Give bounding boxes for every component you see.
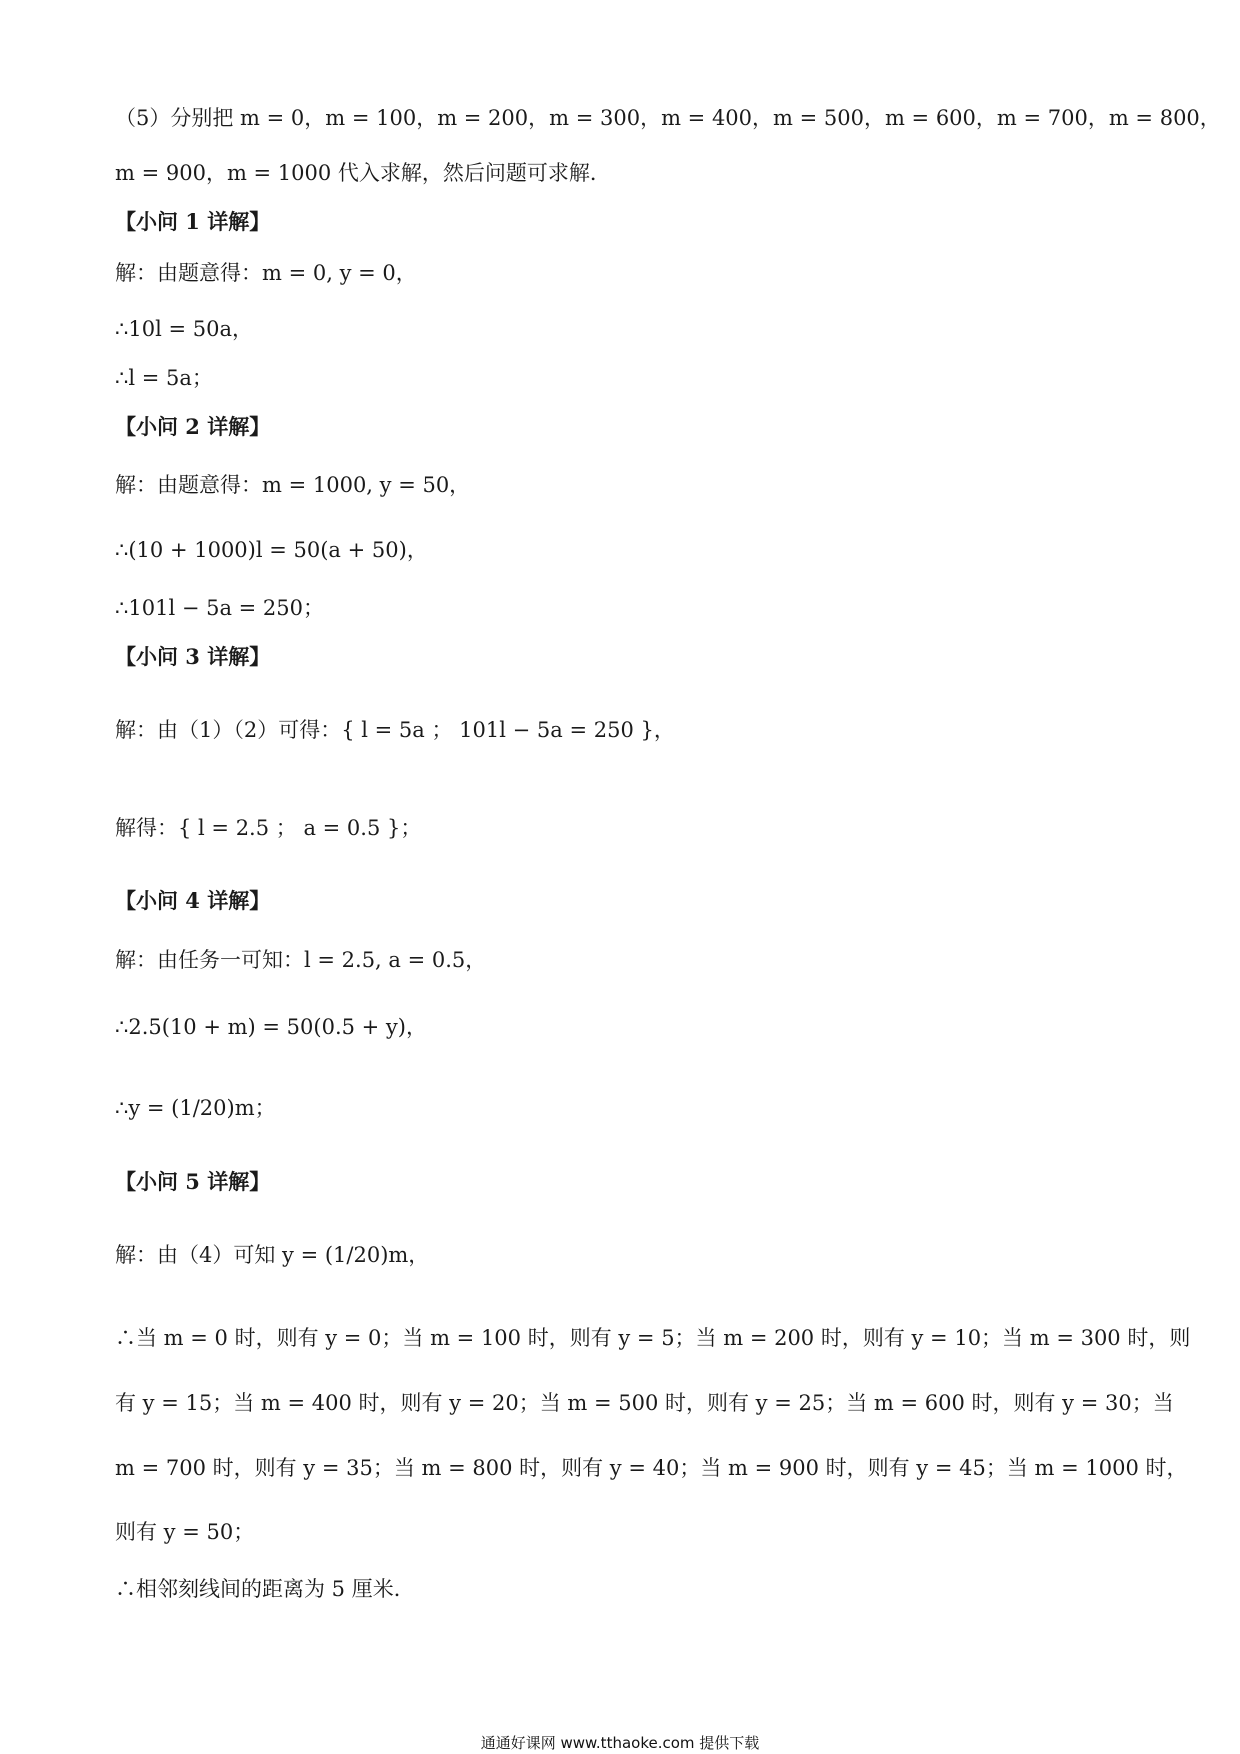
q1-solution-line-3: ∴l = 5a； <box>115 366 213 390</box>
q3-solution-line-1: 解：由（1）（2）可得：{ l = 5a ； 101l − 5a = 250 }， <box>115 718 675 742</box>
q2-solution-line-1: 解：由题意得：m = 1000, y = 50， <box>115 473 471 497</box>
q2-heading: 【小问 2 详解】 <box>115 414 271 439</box>
q1-heading: 【小问 1 详解】 <box>115 209 271 234</box>
q3-solution-line-2: 解得：{ l = 2.5 ； a = 0.5 }； <box>115 816 422 840</box>
q5-solution-line-1: 解：由（4）可知 y = (1/20)m， <box>115 1243 430 1267</box>
q5-conclusion: ∴相邻刻线间的距离为 5 厘米． <box>115 1577 415 1601</box>
q5-solution-line-5: 则有 y = 50； <box>115 1520 255 1544</box>
step5-intro-line-2: m = 900，m = 1000 代入求解，然后问题可求解． <box>115 161 611 185</box>
q3-heading: 【小问 3 详解】 <box>115 644 271 669</box>
q5-heading: 【小问 5 详解】 <box>115 1169 271 1194</box>
q2-solution-line-2: ∴(10 + 1000)l = 50(a + 50)， <box>115 538 428 562</box>
q4-solution-line-3: ∴y = (1/20)m； <box>115 1096 276 1120</box>
q1-solution-line-1: 解：由题意得：m = 0, y = 0， <box>115 261 417 285</box>
q2-solution-line-3: ∴101l − 5a = 250； <box>115 596 325 620</box>
footer-watermark: 通通好课网 www.tthaoke.com 提供下载 <box>480 1734 760 1752</box>
q4-solution-line-1: 解：由任务一可知：l = 2.5, a = 0.5， <box>115 948 487 972</box>
q4-solution-line-2: ∴2.5(10 + m) = 50(0.5 + y)， <box>115 1015 427 1039</box>
q4-heading: 【小问 4 详解】 <box>115 888 271 913</box>
step5-intro-line-1: （5）分别把 m = 0，m = 100，m = 200，m = 300，m = 400，m = 500，m = 600，m = 700，m = 800， <box>115 106 1221 130</box>
q5-solution-line-2: ∴当 m = 0 时，则有 y = 0；当 m = 100 时，则有 y = 5；当 m = 200 时，则有 y = 10；当 m = 300 时，则 <box>115 1326 1191 1350</box>
q5-solution-line-4: m = 700 时，则有 y = 35；当 m = 800 时，则有 y = 40；当 m = 900 时，则有 y = 45；当 m = 1000 时， <box>115 1456 1188 1480</box>
q1-solution-line-2: ∴10l = 50a， <box>115 317 253 341</box>
q5-solution-line-3: 有 y = 15；当 m = 400 时，则有 y = 20；当 m = 500 时，则有 y = 25；当 m = 600 时，则有 y = 30；当 <box>115 1391 1174 1415</box>
